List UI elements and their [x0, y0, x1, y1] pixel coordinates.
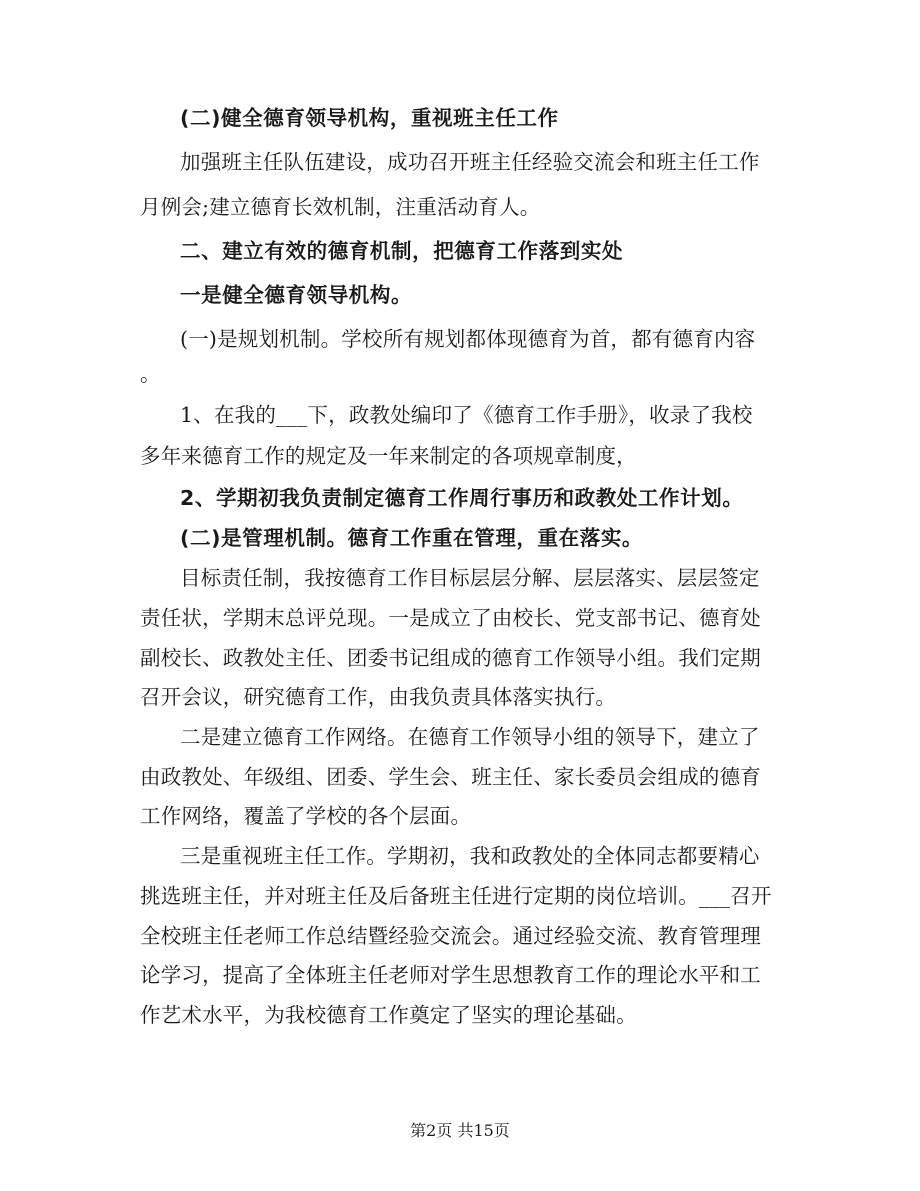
section-heading: (二)健全德育领导机构，重视班主任工作 — [180, 106, 559, 130]
paragraph-line: 月例会;建立德育长效机制，注重活动育人。 — [140, 195, 541, 219]
paragraph-line: 多年来德育工作的规定及一年来制定的各项规章制度， — [140, 444, 637, 468]
section-heading: (二)是管理机制。德育工作重在管理，重在落实。 — [180, 526, 644, 550]
paragraph-line: 由政教处、年级组、团委、学生会、班主任、家长委员会组成的德育 — [140, 765, 761, 789]
paragraph-line: 论学习，提高了全体班主任老师对学生思想教育工作的理论水平和工 — [140, 963, 761, 987]
page-number: 第2页 共15页 — [410, 1121, 510, 1140]
paragraph-line: 二是建立德育工作网络。在德育工作领导小组的领导下，建立了 — [180, 725, 760, 749]
paragraph-line: 作艺术水平，为我校德育工作奠定了坚实的理论基础。 — [140, 1003, 637, 1027]
section-heading: 2、学期初我负责制定德育工作周行事历和政教处工作计划。 — [180, 486, 744, 510]
paragraph-line: 加强班主任队伍建设，成功召开班主任经验交流会和班主任工作 — [180, 150, 760, 174]
paragraph-line: 副校长、政教处主任、团委书记组成的德育工作领导小组。我们定期 — [140, 646, 761, 670]
section-heading: 一是健全德育领导机构。 — [180, 283, 413, 307]
paragraph-line: (一)是规划机制。学校所有规划都体现德育为首，都有德育内容 — [180, 327, 756, 351]
paragraph-line: 挑选班主任，并对班主任及后备班主任进行定期的岗位培训。___召开 — [140, 884, 772, 908]
paragraph-line: 工作网络，覆盖了学校的各个层面。 — [140, 804, 472, 828]
paragraph-line: 三是重视班主任工作。学期初，我和政教处的全体同志都要精心 — [180, 844, 760, 868]
section-heading: 二、建立有效的德育机制，把德育工作落到实处 — [180, 239, 624, 263]
paragraph-line: 目标责任制，我按德育工作目标层层分解、层层落实、层层签定 — [180, 566, 760, 590]
paragraph-line: 。 — [140, 362, 161, 386]
paragraph-line: 召开会议，研究德育工作，由我负责具体落实执行。 — [140, 685, 617, 709]
paragraph-line: 1、在我的___下，政教处编印了《德育工作手册》，收录了我校 — [180, 403, 753, 427]
paragraph-line: 责任状，学期末总评兑现。一是成立了由校长、党支部书记、德育处 — [140, 606, 761, 630]
paragraph-line: 全校班主任老师工作总结暨经验交流会。通过经验交流、教育管理理 — [140, 924, 761, 948]
